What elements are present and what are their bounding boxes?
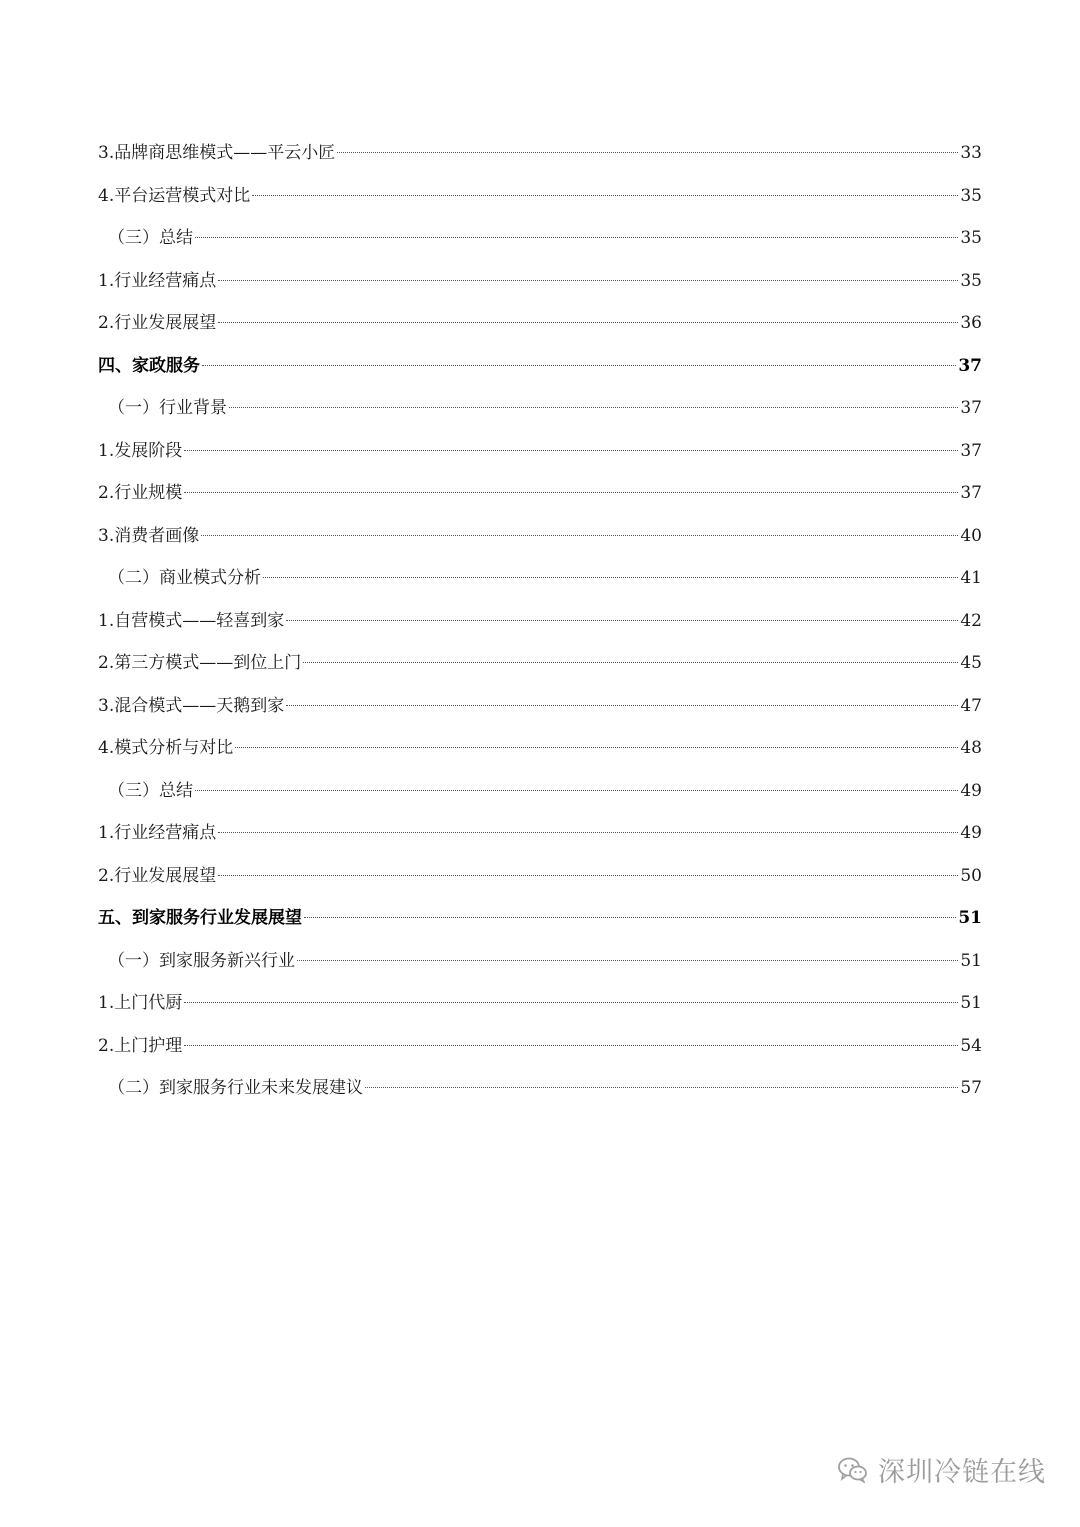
toc-entry-title: （一）到家服务新兴行业 xyxy=(108,950,295,971)
toc-entry[interactable] xyxy=(98,855,982,898)
toc-entry-title: 五、到家服务行业发展展望 xyxy=(98,908,302,928)
toc-entry[interactable] xyxy=(98,982,982,1025)
toc-entry-title: 3.品牌商思维模式——平云小匠 xyxy=(98,143,336,163)
toc-dot-leader xyxy=(252,195,958,196)
toc-entry[interactable] xyxy=(98,345,982,388)
toc-dot-leader xyxy=(218,280,958,281)
toc-entry[interactable] xyxy=(98,1025,982,1068)
toc-dot-leader xyxy=(263,577,958,578)
toc-entry-page-number: 50 xyxy=(960,865,982,886)
toc-entry[interactable] xyxy=(98,472,982,515)
table-of-contents xyxy=(98,132,982,1110)
toc-entry-page-number: 51 xyxy=(958,908,982,928)
toc-entry[interactable] xyxy=(98,132,982,175)
toc-dot-leader xyxy=(218,875,958,876)
toc-entry-page-number: 37 xyxy=(960,440,982,461)
toc-dot-leader xyxy=(297,960,958,961)
toc-entry-title: 1.行业经营痛点 xyxy=(98,270,217,291)
toc-entry[interactable] xyxy=(98,727,982,770)
toc-entry-page-number: 35 xyxy=(960,228,982,248)
toc-entry[interactable] xyxy=(98,812,982,855)
toc-dot-leader xyxy=(184,450,958,451)
toc-entry-page-number: 41 xyxy=(960,568,982,588)
toc-entry-page-number: 33 xyxy=(960,143,982,163)
toc-entry-title: 3.消费者画像 xyxy=(98,525,200,546)
toc-entry-page-number: 45 xyxy=(960,653,982,673)
toc-entry[interactable] xyxy=(98,175,982,218)
toc-dot-leader xyxy=(195,237,958,238)
toc-entry-page-number: 35 xyxy=(960,185,982,206)
toc-entry-page-number: 36 xyxy=(960,313,982,333)
toc-entry-title: 1.自营模式——轻喜到家 xyxy=(98,610,285,631)
toc-entry-title: 2.行业规模 xyxy=(98,483,183,503)
toc-entry-title: （二）商业模式分析 xyxy=(108,568,261,588)
toc-entry[interactable] xyxy=(98,260,982,303)
toc-entry-title: （一）行业背景 xyxy=(108,398,227,418)
toc-entry[interactable] xyxy=(98,302,982,345)
toc-entry-page-number: 49 xyxy=(960,780,982,801)
toc-entry[interactable] xyxy=(98,217,982,260)
toc-entry-title: （三）总结 xyxy=(108,228,193,248)
toc-entry-title: 四、家政服务 xyxy=(98,355,200,376)
toc-dot-leader xyxy=(218,832,958,833)
toc-entry-page-number: 51 xyxy=(960,950,982,971)
toc-entry[interactable] xyxy=(98,897,982,940)
toc-entry[interactable] xyxy=(98,387,982,430)
toc-dot-leader xyxy=(303,662,958,663)
toc-entry[interactable] xyxy=(98,515,982,558)
toc-entry-title: 2.第三方模式——到位上门 xyxy=(98,653,302,673)
toc-entry[interactable] xyxy=(98,770,982,813)
toc-entry-title: 2.行业发展展望 xyxy=(98,865,217,886)
toc-dot-leader xyxy=(202,365,956,366)
toc-entry-title: 1.上门代厨 xyxy=(98,993,183,1013)
toc-dot-leader xyxy=(304,917,956,918)
toc-entry[interactable] xyxy=(98,1067,982,1110)
wechat-icon xyxy=(838,1457,868,1483)
toc-dot-leader xyxy=(201,535,958,536)
toc-entry-page-number: 54 xyxy=(960,1035,982,1056)
toc-entry-page-number: 37 xyxy=(960,483,982,503)
toc-entry[interactable] xyxy=(98,685,982,728)
toc-entry-title: 2.上门护理 xyxy=(98,1035,183,1056)
toc-dot-leader xyxy=(235,747,958,748)
toc-dot-leader xyxy=(286,705,958,706)
toc-entry-title: （三）总结 xyxy=(108,780,193,801)
toc-entry-title: 2.行业发展展望 xyxy=(98,313,217,333)
toc-entry-title: 1.行业经营痛点 xyxy=(98,823,217,843)
toc-entry-page-number: 57 xyxy=(960,1078,982,1098)
toc-dot-leader xyxy=(286,620,958,621)
toc-entry-page-number: 37 xyxy=(958,355,982,376)
toc-dot-leader xyxy=(337,152,958,153)
toc-entry-page-number: 42 xyxy=(960,610,982,631)
toc-entry-page-number: 47 xyxy=(960,695,982,716)
toc-dot-leader xyxy=(365,1087,958,1088)
toc-dot-leader xyxy=(218,322,958,323)
toc-entry-page-number: 51 xyxy=(960,993,982,1013)
toc-entry[interactable] xyxy=(98,557,982,600)
toc-entry-page-number: 48 xyxy=(960,738,982,758)
toc-entry-title: 4.平台运营模式对比 xyxy=(98,185,251,206)
toc-entry-page-number: 37 xyxy=(960,398,982,418)
toc-entry[interactable] xyxy=(98,940,982,983)
toc-dot-leader xyxy=(195,790,958,791)
toc-entry-page-number: 49 xyxy=(960,823,982,843)
toc-entry[interactable] xyxy=(98,430,982,473)
toc-entry-title: 3.混合模式——天鹅到家 xyxy=(98,695,285,716)
toc-entry-page-number: 40 xyxy=(960,525,982,546)
toc-entry-page-number: 35 xyxy=(960,270,982,291)
toc-entry[interactable] xyxy=(98,642,982,685)
toc-dot-leader xyxy=(184,1002,958,1003)
toc-entry[interactable] xyxy=(98,600,982,643)
toc-entry-title: 4.模式分析与对比 xyxy=(98,738,234,758)
toc-dot-leader xyxy=(229,407,958,408)
toc-entry-title: （二）到家服务行业未来发展建议 xyxy=(108,1078,363,1098)
watermark xyxy=(838,1450,1046,1489)
watermark-text: 深圳冷链在线 xyxy=(878,1457,1046,1488)
toc-entry-title: 1.发展阶段 xyxy=(98,440,183,461)
toc-dot-leader xyxy=(184,492,958,493)
toc-dot-leader xyxy=(184,1045,958,1046)
